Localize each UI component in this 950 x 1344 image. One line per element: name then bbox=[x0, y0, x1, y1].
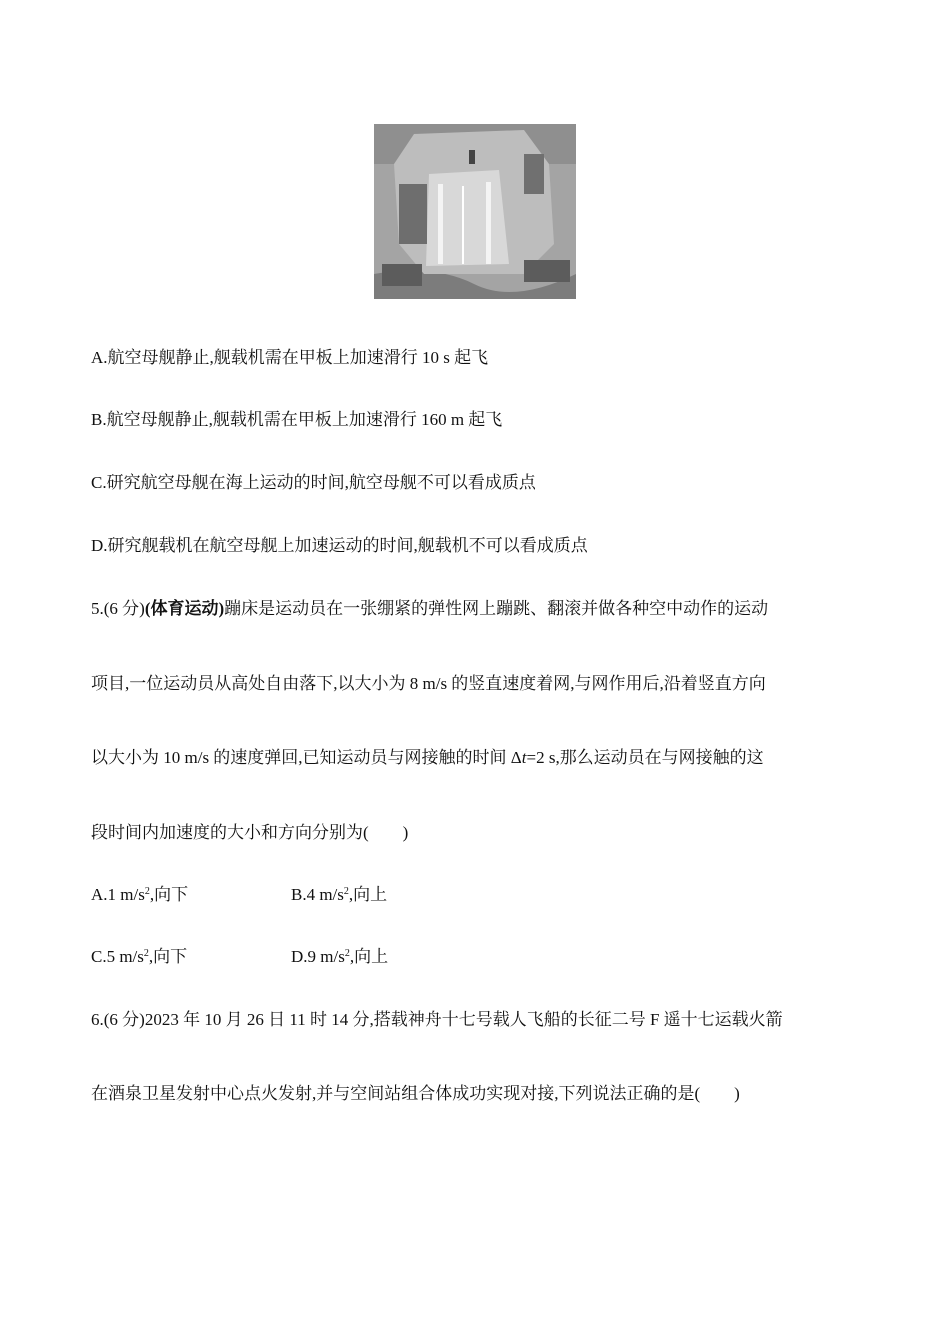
q6-stem-line-2: 在酒泉卫星发射中心点火发射,并与空间站组合体成功实现对接,下列说法正确的是( ) bbox=[91, 1084, 740, 1103]
q5-delta-t-variable: t bbox=[521, 748, 527, 767]
q5-option-b: B.4 $m/s^2$,向上 bbox=[291, 885, 388, 904]
q5-stem-line-2: 项目,一位运动员从高处自由落下,以大小为 8 m/s 的竖直速度着网,与网作用后,沿着竖直方向 bbox=[91, 674, 766, 693]
q5-stem-line-3 bbox=[91, 746, 764, 770]
q4-option-c: C.研究航空母舰在海上运动的时间,航空母舰不可以看成质点 bbox=[91, 473, 536, 492]
q5-option-d: D.9 $m/s^2$,向上 bbox=[291, 947, 389, 966]
q5-option-c: C.5 $m/s^2$,向下 bbox=[91, 947, 188, 966]
q5-option-a: A.1 $m/s^2$,向下 bbox=[91, 885, 189, 904]
q4-option-d: D.研究舰载机在航空母舰上加速运动的时间,舰载机不可以看成质点 bbox=[91, 536, 588, 555]
q6-stem-line-1: 6.(6 分)2023 年 10 月 26 日 11 时 14 分,搭载神舟十七号载人飞船的长征二号 F 遥十七运载火箭 bbox=[91, 1010, 783, 1029]
aircraft-carrier-photo bbox=[374, 124, 576, 299]
q5-stem-text: 蹦床是运动员在一张绷紧的弹性网上蹦跳、翻滚并做各种空中动作的运动 bbox=[224, 599, 769, 618]
q5-number: 5.(6 分) bbox=[91, 599, 145, 618]
q5-topic-tag: (体育运动) bbox=[144, 599, 225, 618]
q5-options-row-1 bbox=[91, 883, 491, 907]
q5-line3-part-a: 以大小为 10 m/s 的速度弹回,已知运动员与网接触的时间 Δ bbox=[91, 748, 522, 767]
q4-option-a: A.航空母舰静止,舰载机需在甲板上加速滑行 10 s 起飞 bbox=[91, 348, 489, 367]
q5-stem-line-1 bbox=[91, 597, 768, 621]
q5-options-row-2 bbox=[91, 945, 491, 969]
q4-option-b: B.航空母舰静止,舰载机需在甲板上加速滑行 160 m 起飞 bbox=[91, 410, 503, 429]
q5-stem-line-4: 段时间内加速度的大小和方向分别为( ) bbox=[91, 823, 409, 842]
q5-line3-part-b: =2 s,那么运动员在与网接触的这 bbox=[526, 748, 764, 767]
